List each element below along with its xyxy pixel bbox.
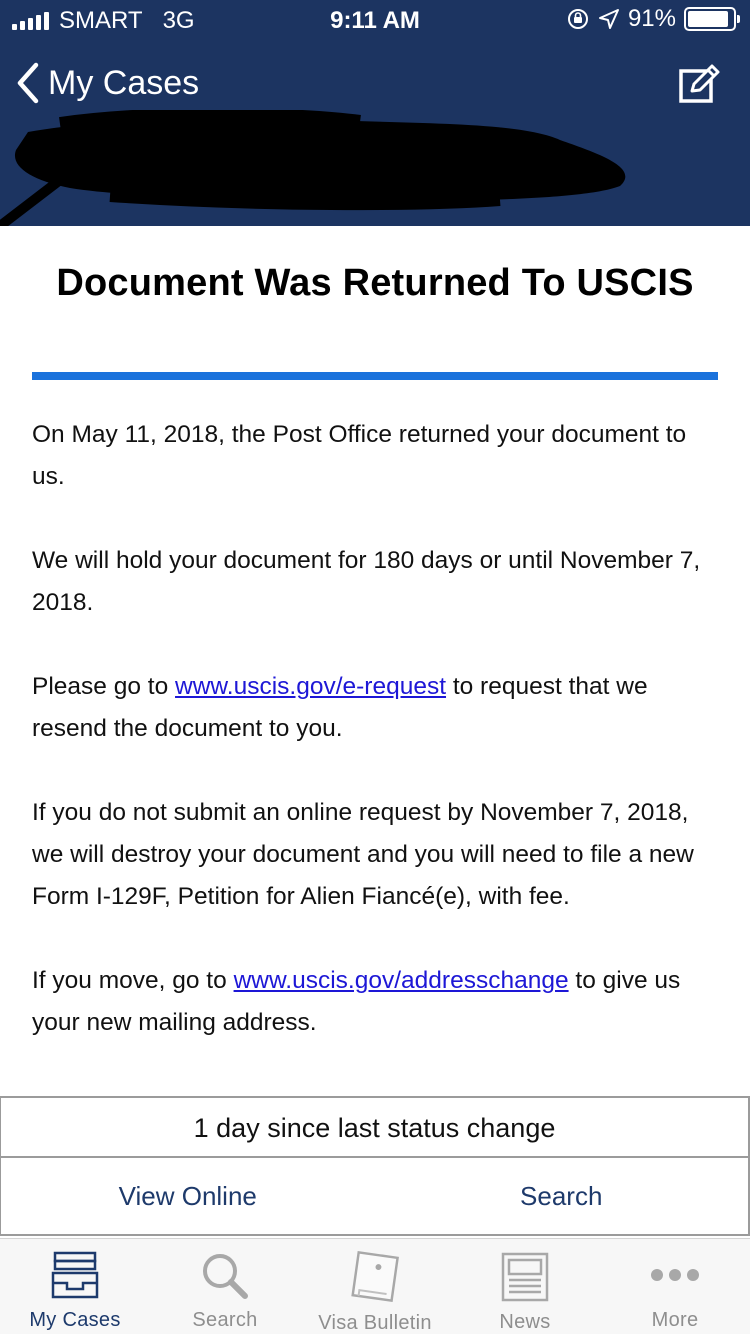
battery-icon — [684, 7, 736, 31]
title-divider — [32, 372, 718, 380]
tab-label: More — [651, 1309, 699, 1331]
action-row — [1, 1158, 748, 1234]
address-text-after: to give us your new mailing address. — [32, 967, 681, 1036]
magnifier-icon — [200, 1251, 250, 1301]
tab-label: News — [499, 1311, 551, 1333]
tab-label: Search — [192, 1309, 258, 1331]
e-request-link[interactable]: www.uscis.gov/e-request — [175, 673, 447, 700]
tab-label: Visa Bulletin — [318, 1312, 432, 1334]
location-arrow-icon — [598, 8, 620, 30]
carrier-name: SMART — [59, 7, 143, 34]
resend-text-before: Please go to — [32, 673, 176, 700]
view-online-button[interactable]: View Online — [118, 1181, 257, 1211]
newspaper-icon — [499, 1251, 551, 1303]
tab-search[interactable] — [150, 1239, 300, 1334]
tab-news[interactable] — [450, 1239, 600, 1334]
chevron-left-icon — [16, 62, 40, 104]
clock: 9:11 AM — [330, 7, 420, 34]
status-description — [32, 414, 722, 1086]
pinned-note-icon — [347, 1251, 403, 1304]
tab-bar — [0, 1238, 750, 1334]
inbox-tray-icon — [51, 1251, 99, 1301]
case-status-title: Document Was Returned To USCIS — [56, 262, 694, 304]
back-button[interactable] — [16, 62, 199, 104]
tab-label: My Cases — [29, 1309, 121, 1331]
address-change-link[interactable]: www.uscis.gov/addresschange — [233, 967, 569, 994]
ellipsis-icon — [649, 1251, 701, 1301]
status-indicators — [566, 5, 736, 33]
resend-text-after: to request that we resend the document to you. — [32, 673, 648, 742]
network-type: 3G — [162, 7, 195, 34]
paragraph-resend — [32, 666, 722, 750]
orientation-lock-icon — [566, 7, 590, 31]
tab-visa-bulletin[interactable] — [300, 1239, 450, 1334]
case-actions-card — [0, 1096, 750, 1236]
address-text-before: If you move, go to — [32, 967, 234, 994]
back-label: My Cases — [48, 63, 200, 102]
search-button[interactable]: Search — [520, 1181, 603, 1211]
tab-my-cases[interactable] — [0, 1239, 150, 1334]
paragraph-address-change — [32, 960, 722, 1044]
days-since-change: 1 day since last status change — [1, 1098, 748, 1158]
battery-percent: 91% — [627, 5, 676, 32]
app-header — [0, 0, 750, 226]
edit-icon[interactable] — [678, 62, 722, 106]
paragraph-hold: We will hold your document for 180 days or until November 7, 2018. — [32, 547, 701, 616]
status-bar — [0, 0, 750, 40]
paragraph-returned: On May 11, 2018, the Post Office returned your document to us. — [32, 421, 687, 490]
paragraph-destroy-warning: If you do not submit an online request by November 7, 2018, we will destroy your document and you will need to file a new Form I-129F, Petition for Alien Fiancé(e), with fee. — [32, 799, 694, 910]
tab-more[interactable] — [600, 1239, 750, 1334]
redaction-scribble — [0, 110, 640, 226]
